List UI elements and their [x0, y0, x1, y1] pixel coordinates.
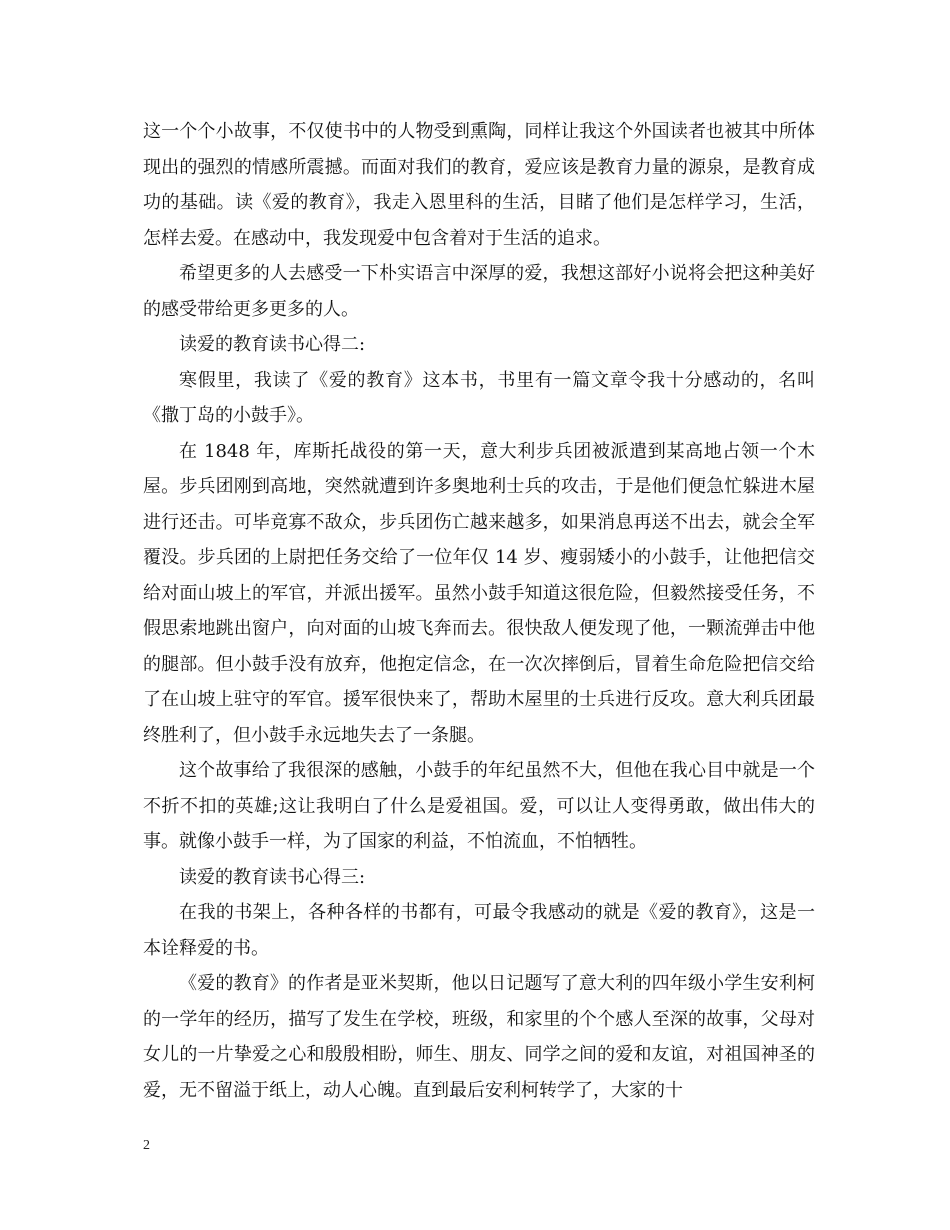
paragraph-2: 希望更多的人去感受一下朴实语言中深厚的爱，我想这部好小说将会把这种美好的感受带给更多更多的人。	[143, 263, 815, 320]
paragraph-7: 《爱的教育》的作者是亚米契斯，他以日记题写了意大利的四年级小学生安利柯的一学年的经历，描写了发生在学校，班级，和家里的个个感人至深的故事，父母对女儿的一片挚爱之心和殷殷相盼，师生、朋友、同学之间的爱和友谊，对祖国神圣的爱，无不留溢于纸上，动人心魄。直到最后安利柯转学了，大家的十	[143, 973, 815, 1101]
paragraph-1: 这一个个小故事，不仅使书中的人物受到熏陶，同样让我这个外国读者也被其中所体现出的强烈的情感所震撼。而面对我们的教育，爱应该是教育力量的源泉，是教育成功的基础。读《爱的教育》，我走入恩里科的生活，目睹了他们是怎样学习，生活，怎样去爱。在感动中，我发现爱中包含着对于生活的追求。	[143, 121, 815, 249]
paragraph-5: 这个故事给了我很深的感触，小鼓手的年纪虽然不大，但他在我心目中就是一个不折不扣的英雄;这让我明白了什么是爱祖国。爱，可以让人变得勇敢，做出伟大的事。就像小鼓手一样，为了国家的利益，不怕流血，不怕牺牲。	[143, 760, 815, 852]
paragraph-6: 在我的书架上，各种各样的书都有，可最令我感动的就是《爱的教育》，这是一本诠释爱的书。	[143, 902, 815, 959]
paragraph-3: 寒假里，我读了《爱的教育》这本书，书里有一篇文章令我十分感动的，名叫《撒丁岛的小鼓手》。	[143, 369, 815, 426]
section-heading-2: 读爱的教育读书心得二:	[179, 334, 366, 355]
paragraph-4: 在 1848 年，库斯托战役的第一天，意大利步兵团被派遣到某高地占领一个木屋。步兵团刚到高地，突然就遭到许多奥地利士兵的攻击，于是他们便急忙躲进木屋进行还击。可毕竟寡不敌众，步兵团伤亡越来越多，如果消息再送不出去，就会全军覆没。步兵团的上尉把任务交给了一位年仅 14 岁、瘦弱矮小的小鼓手，让他把信交给对面山坡上的军官，并派出援军。虽然小鼓手知道这很危险，但毅然接受任务，不假思索地跳出窗户，向对面的山坡飞奔而去。很快敌人便发现了他，一颗流弹击中他的腿部。但小鼓手没有放弃，他抱定信念，在一次次摔倒后，冒着生命危险把信交给了在山坡上驻守的军官。援军很快来了，帮助木屋里的士兵进行反攻。意大利兵团最终胜利了，但小鼓手永远地失去了一条腿。	[143, 440, 815, 746]
page-number: 2	[143, 1138, 150, 1153]
section-heading-3: 读爱的教育读书心得三:	[179, 866, 366, 888]
body-text	[143, 114, 815, 1108]
